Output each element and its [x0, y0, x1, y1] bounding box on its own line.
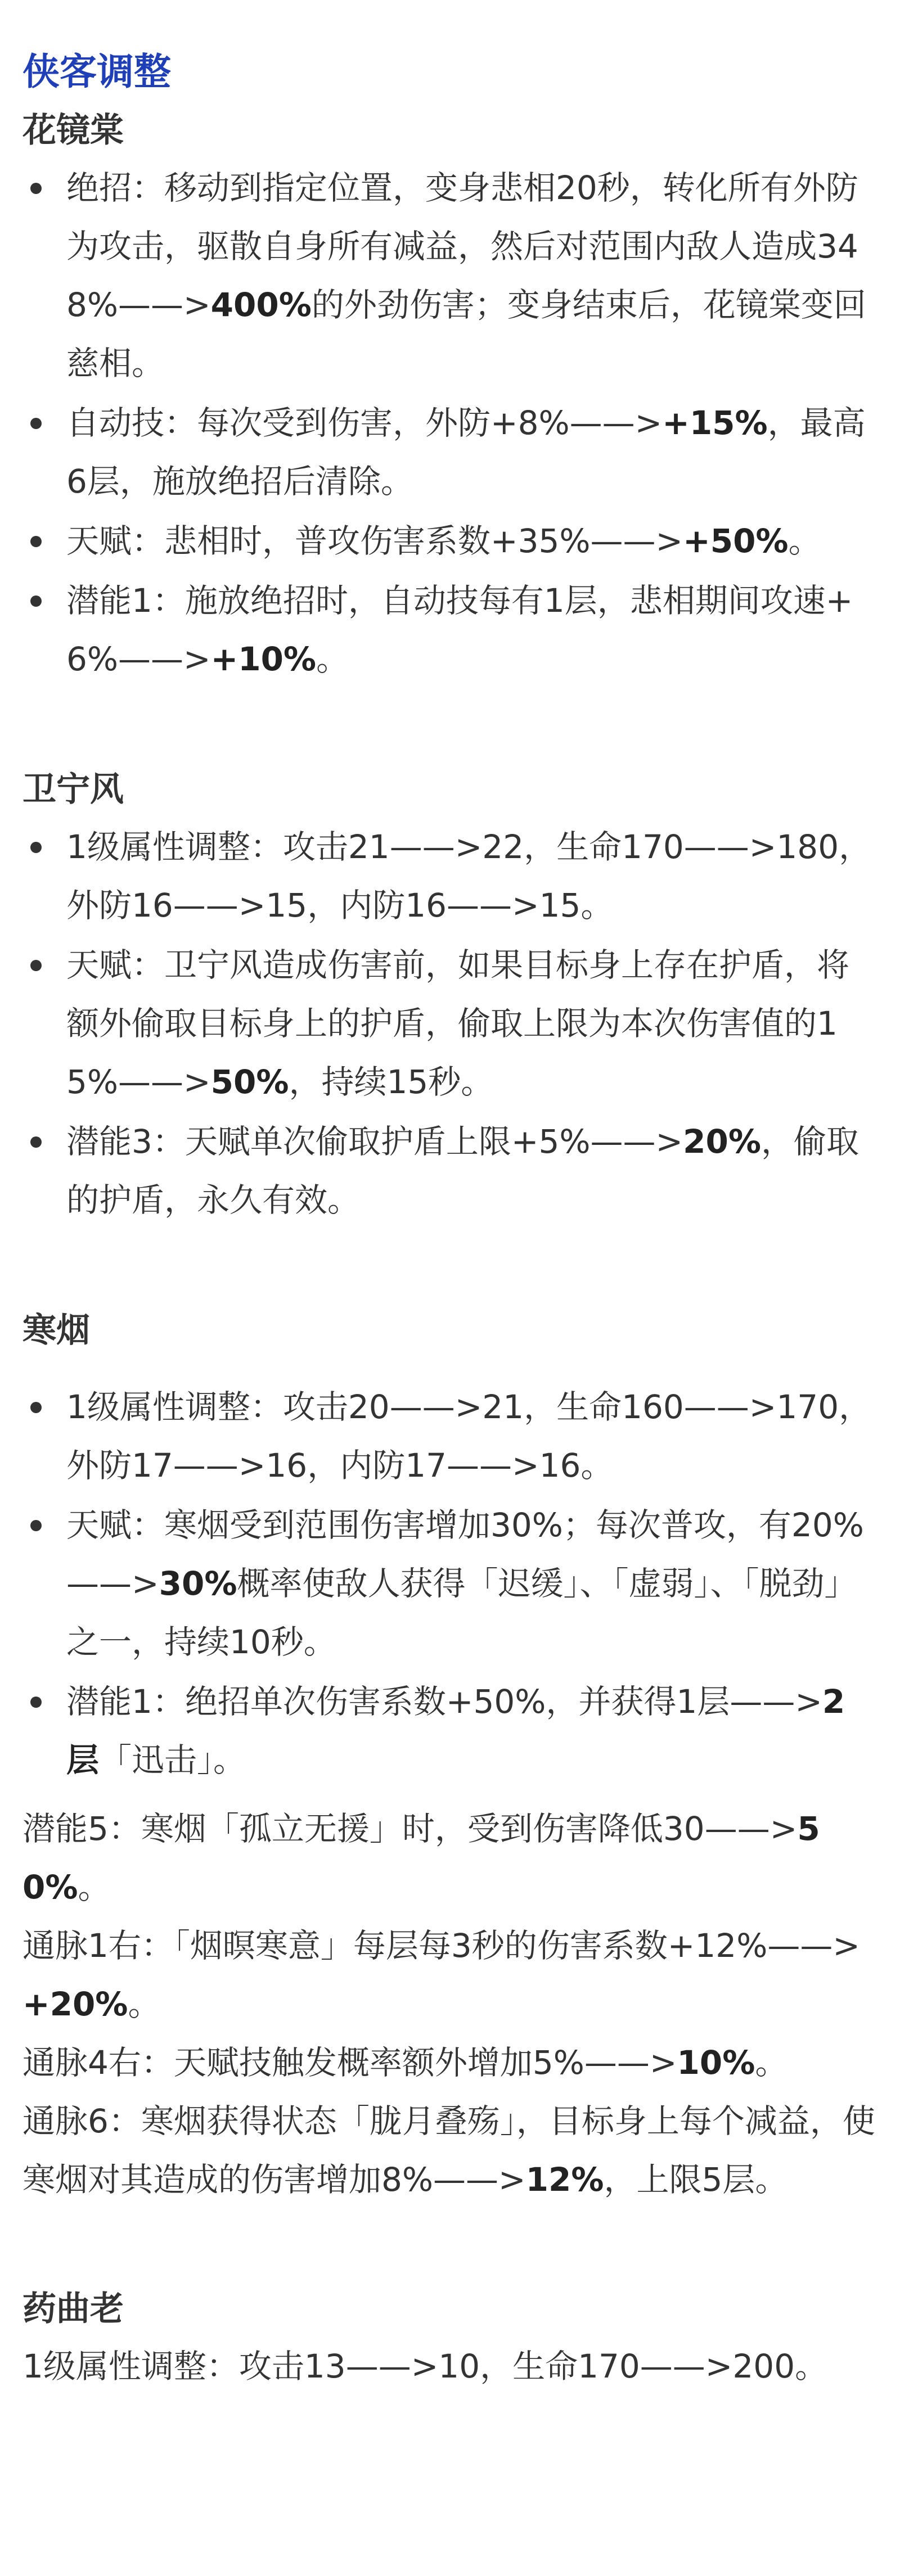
item-text: 自动技：每次受到伤害，外防+8%——> — [66, 404, 663, 442]
item-text-after: ，偷取的护盾，永久有效。 — [66, 1122, 859, 1219]
list-item — [22, 512, 878, 570]
line-text: 1级属性调整：攻击13——>10，生命170——>200。 — [22, 2347, 828, 2385]
line-highlight: +20% — [22, 1985, 128, 2023]
item-text-after: 「迅击」。 — [99, 1741, 246, 1779]
section-spacer — [22, 689, 878, 761]
item-text-after: ，持续15秒。 — [289, 1063, 494, 1101]
paragraph-line — [22, 1916, 878, 2033]
bullet-list-hanyan — [22, 1378, 878, 1789]
line-text: 通脉6：寒烟获得状态「胧月叠殇」，目标身上每个减益，使寒烟对其造成的伤害增加8%——> — [22, 2102, 875, 2199]
line-highlight: 12% — [525, 2160, 604, 2199]
item-highlight: 400% — [210, 286, 312, 324]
list-item — [22, 818, 878, 935]
bullet-icon — [30, 842, 42, 853]
bullet-list-weiningfeng — [22, 818, 878, 1229]
item-text: 天赋：卫宁风造成伤害前，如果目标身上存在护盾，将额外偷取目标身上的护盾，偷取上限为本次伤害值的15%——> — [66, 946, 850, 1101]
section-title-weiningfeng: 卫宁风 — [22, 770, 124, 809]
item-highlight: 2层 — [66, 1682, 845, 1779]
list-item — [22, 936, 878, 1111]
item-text-after: 。 — [788, 522, 821, 560]
line-highlight: 50% — [22, 1810, 820, 1906]
line-text: 通脉4右：天赋技触发概率额外增加5%——> — [22, 2043, 677, 2082]
item-highlight: +50% — [683, 522, 789, 560]
bullet-icon — [30, 1402, 42, 1413]
item-text: 1级属性调整：攻击21——>22，生命170——>180，外防16——>15，内防16——>15。 — [66, 828, 872, 924]
line-text: 通脉1右：「烟暝寒意」每层每3秒的伤害系数+12%——> — [22, 1927, 860, 1965]
list-item — [22, 1378, 878, 1495]
list-item — [22, 159, 878, 393]
bullet-icon — [30, 418, 42, 429]
bullet-icon — [30, 536, 42, 547]
page-title: 侠客调整 — [22, 50, 171, 93]
section-title-hanyan: 寒烟 — [22, 1311, 90, 1350]
section-title-yaoqulao: 药曲老 — [22, 2289, 124, 2329]
item-text-after: 概率使敌人获得「迟缓」、「虚弱」、「脱劲」之一，持续10秒。 — [66, 1564, 857, 1661]
item-text: 天赋：悲相时，普攻伤害系数+35%——> — [66, 522, 683, 560]
paragraph-line — [22, 1799, 878, 1916]
item-text: 1级属性调整：攻击20——>21，生命160——>170，外防17——>16，内防17——>16。 — [66, 1388, 872, 1485]
item-text: 天赋：寒烟受到范围伤害增加30%；每次普攻，有20%——> — [66, 1506, 864, 1603]
item-highlight: 50% — [210, 1063, 289, 1101]
section-spacer — [22, 1790, 878, 1799]
paragraph-line — [22, 2092, 878, 2209]
item-text-after: 。 — [316, 640, 349, 678]
line-text-after: ，上限5层。 — [604, 2160, 788, 2199]
section-title-huajingtang: 花镜棠 — [22, 111, 124, 150]
list-item — [22, 394, 878, 511]
bullet-icon — [30, 960, 42, 971]
section-spacer — [22, 1359, 878, 1378]
line-highlight: 10% — [677, 2043, 755, 2082]
line-text: 潜能5：寒烟「孤立无援」时，受到伤害降低30——> — [22, 1810, 798, 1848]
item-text: 潜能1：施放绝招时，自动技每有1层，悲相期间攻速+6%——> — [66, 581, 853, 678]
list-item — [22, 571, 878, 688]
section-spacer — [22, 2209, 878, 2281]
item-highlight: +15% — [662, 404, 768, 442]
bullet-icon — [30, 183, 42, 194]
bullet-icon — [30, 1136, 42, 1148]
line-text-after: 。 — [128, 1985, 161, 2023]
line-text-after: 。 — [755, 2043, 788, 2082]
paragraph-line — [22, 2337, 878, 2395]
list-item — [22, 1112, 878, 1229]
item-highlight: +10% — [210, 640, 317, 678]
item-text: 潜能1：绝招单次伤害系数+50%，并获得1层——> — [66, 1682, 822, 1721]
item-text: 潜能3：天赋单次偷取护盾上限+5%——> — [66, 1122, 683, 1161]
item-highlight: 20% — [683, 1122, 761, 1161]
item-text-after: ，最高6层，施放绝招后清除。 — [66, 404, 866, 500]
list-item — [22, 1496, 878, 1671]
bullet-list-huajingtang — [22, 159, 878, 688]
item-text: 绝招：移动到指定位置，变身悲相20秒，转化所有外防为攻击，驱散自身所有减益，然后对范围内敌人造成348%——> — [66, 169, 858, 324]
item-highlight: 30% — [159, 1564, 237, 1603]
paragraph-line — [22, 2033, 878, 2092]
line-text-after: 。 — [78, 1868, 111, 1906]
bullet-icon — [30, 1697, 42, 1708]
list-item — [22, 1672, 878, 1789]
bullet-icon — [30, 595, 42, 607]
bullet-icon — [30, 1520, 42, 1531]
item-text-after: 的外劲伤害；变身结束后，花镜棠变回慈相。 — [66, 286, 866, 382]
section-spacer — [22, 1230, 878, 1302]
